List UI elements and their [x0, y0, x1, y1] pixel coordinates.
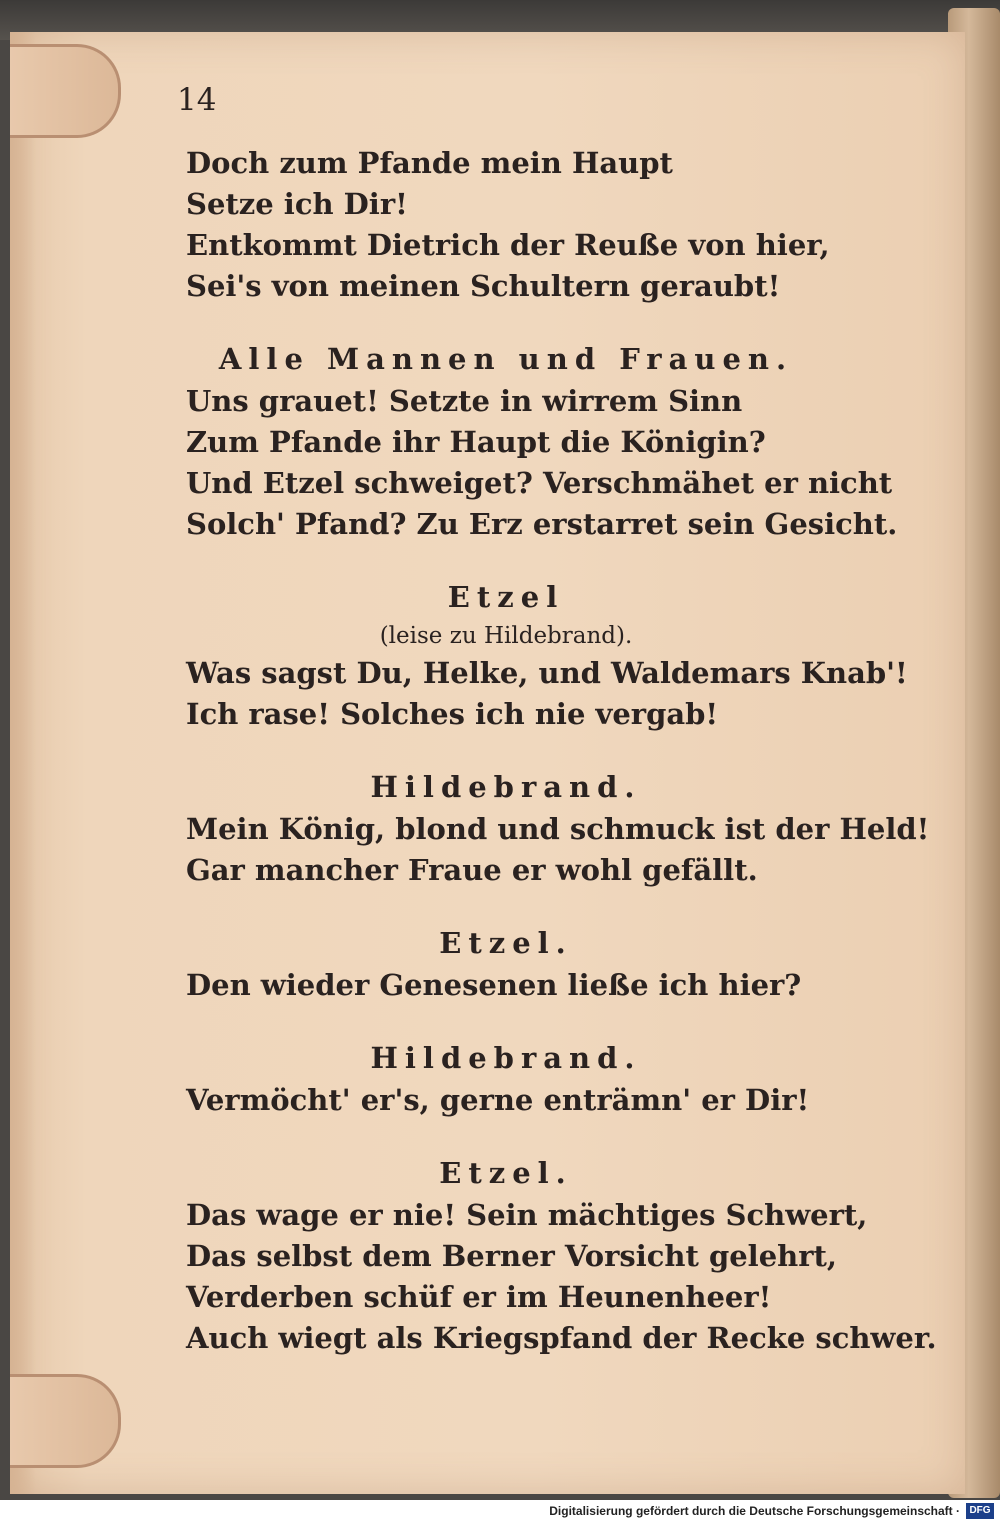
verse-line: Mein König, blond und schmuck ist der Held!: [186, 812, 930, 846]
verse-line: Gar mancher Fraue er wohl gefällt.: [186, 853, 758, 887]
verse-line: Vermöcht' er's, gerne enträmn' er Dir!: [186, 1083, 810, 1117]
verse-line: Den wieder Genesenen ließe ich hier?: [186, 968, 802, 1002]
speaker-heading: Hildebrand.: [370, 1041, 642, 1075]
verse-line: Zum Pfande ihr Haupt die Königin?: [186, 425, 766, 459]
verse-line: Sei's von meinen Schultern geraubt!: [186, 269, 781, 303]
verse-line: Was sagst Du, Helke, und Waldemars Knab'!: [186, 656, 908, 690]
speaker-heading: Alle Mannen und Frauen.: [218, 342, 794, 376]
verse-line: Solch' Pfand? Zu Erz erstarret sein Gesicht.: [186, 507, 898, 541]
speaker-heading: Etzel.: [439, 926, 573, 960]
funding-credit: Digitalisierung gefördert durch die Deutsche Forschungsgemeinschaft ·: [549, 1504, 960, 1518]
verse-line: Ich rase! Solches ich nie vergab!: [186, 697, 719, 731]
verse-line: Uns grauet! Setzte in wirrem Sinn: [186, 384, 743, 418]
stage-direction: (leise zu Hildebrand).: [379, 623, 633, 649]
verse-line: Das selbst dem Berner Vorsicht gelehrt,: [186, 1239, 837, 1273]
verse-line: Entkommt Dietrich der Reuße von hier,: [186, 228, 830, 262]
verse-line: Doch zum Pfande mein Haupt: [186, 146, 673, 180]
verse-line: Das wage er nie! Sein mächtiges Schwert,: [186, 1198, 868, 1232]
page-number: 14: [177, 82, 217, 118]
verse-line: Auch wiegt als Kriegspfand der Recke schwer.: [186, 1321, 937, 1355]
speaker-heading: Hildebrand.: [370, 770, 642, 804]
speaker-heading: Etzel: [447, 580, 565, 614]
dfg-logo: DFG: [966, 1503, 994, 1519]
verse-line: Setze ich Dir!: [186, 187, 408, 221]
page-clip-bottom: [10, 1374, 121, 1468]
verse-line: Und Etzel schweiget? Verschmähet er nicht: [186, 466, 893, 500]
page-clip-top: [10, 44, 121, 138]
page-gutter-shadow: [10, 32, 36, 1494]
footer-bar: [0, 1500, 1000, 1524]
page-text: [186, 143, 937, 1359]
verse-line: Verderben schüf er im Heunenheer!: [186, 1280, 772, 1314]
speaker-heading: Etzel.: [439, 1156, 573, 1190]
